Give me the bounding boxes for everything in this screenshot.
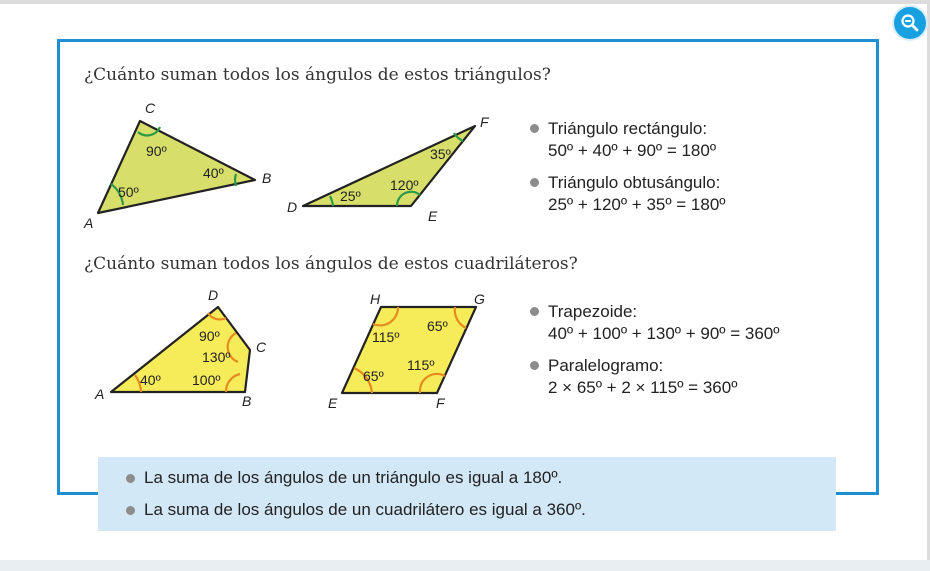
bullet-dot [530,124,539,133]
angle-label-f: 35º [430,146,451,162]
para-vertex-label-f: F [436,395,445,411]
para-angle-label-f: 115º [407,357,435,373]
quad-vertex-label-b: B [242,393,252,409]
angle-label-c: 90º [146,143,167,159]
angle-label-b: 40º [203,165,224,181]
para-angle-label-e: 65º [363,368,384,384]
summary-triangle-rule: La suma de los ángulos de un triángulo es igual a 180º. [144,468,563,487]
vertex-label-f: F [480,114,489,130]
quadrilateral-abcd [94,287,267,409]
fact-right-triangle-title: Triángulo rectángulo: [548,119,708,138]
summary-quadrilateral-rule: La suma de los ángulos de un cuadrilátero es igual a 360º. [144,500,586,519]
fact-trapezoid-title: Trapezoide: [548,302,638,321]
quad-vertex-label-c: C [256,339,267,355]
vertex-label-b: B [262,170,272,186]
vertex-label-a: A [84,215,94,231]
quad-angle-label-d: 90º [199,328,220,344]
angle-label-e: 120º [390,177,419,193]
question-quadrilaterals: ¿Cuánto suman todos los ángulos de estos cuadriláteros? [84,254,578,274]
quad-angle-label-b: 100º [192,372,221,388]
fact-parallelogram-title: Paralelogramo: [548,356,664,375]
summary-box [98,457,836,531]
triangle-abc-angle-b-arc [235,174,236,186]
vertex-label-e: E [428,208,438,224]
angle-label-d: 25º [340,188,361,204]
fact-trapezoid-sum: 40º + 100º + 130º + 90º = 360º [548,324,780,343]
triangle-abc [83,100,271,231]
angle-label-a: 50º [118,184,139,200]
vertex-label-d: D [287,199,298,215]
quad-vertex-label-d: D [208,287,219,303]
bullet-dot [530,307,539,316]
fact-obtuse-triangle-sum: 25º + 120º + 35º = 180º [548,195,726,214]
quad-vertex-label-a: A [95,386,105,402]
para-vertex-label-e: E [328,395,338,411]
fact-obtuse-triangle-title: Triángulo obtusángulo: [548,173,721,192]
para-angle-label-g: 65º [427,318,448,334]
vertex-label-c: C [145,100,156,116]
fact-parallelogram-sum: 2 × 65º + 2 × 115º = 360º [548,378,738,397]
para-vertex-label-g: G [474,291,485,307]
bullet-dot [530,361,539,370]
bullet-dot [126,474,135,483]
parallelogram-efgh [328,291,485,411]
quad-angle-label-a: 40º [140,372,161,388]
para-vertex-label-h: H [370,291,381,307]
quad-angle-label-c: 130º [202,349,231,365]
bullet-dot [126,506,135,515]
fact-right-triangle-sum: 50º + 40º + 90º = 180º [548,141,717,160]
para-angle-label-h: 115º [372,329,400,345]
question-triangles: ¿Cuánto suman todos los ángulos de estos triángulos? [84,65,551,85]
bullet-dot [530,178,539,187]
triangle-def-shape [303,126,475,206]
triangle-def [287,114,490,224]
